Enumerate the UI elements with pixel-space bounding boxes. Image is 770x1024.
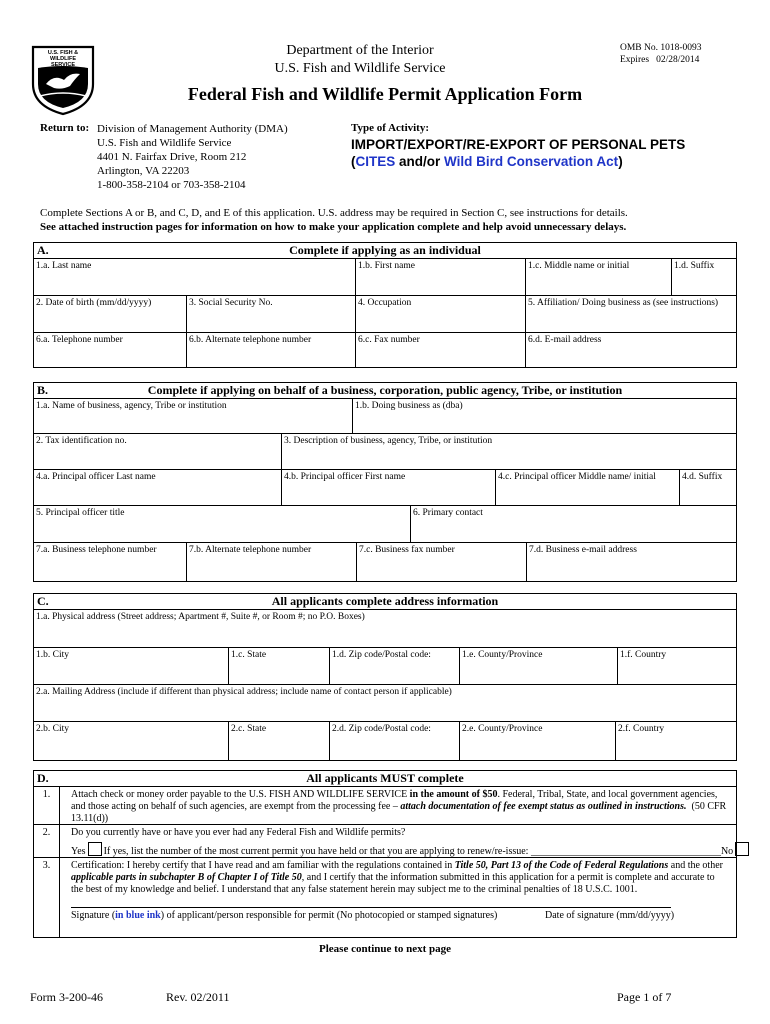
field-label: 1.b. Doing business as (dba) [355,401,463,411]
first-name-field[interactable] [355,259,525,295]
field-label: 6.b. Alternate telephone number [189,335,312,345]
occupation-field[interactable] [355,296,525,332]
field-label: 1.b. City [36,650,69,660]
item-number: 1. [34,787,60,824]
section-d-item-fee [34,787,736,825]
field-label: 4.d. Suffix [682,472,723,482]
field-label: 6.d. E-mail address [528,335,602,345]
field-label: 6.c. Fax number [358,335,420,345]
section-b-letter: B. [37,383,49,397]
section-b-row [34,399,736,434]
field-label: 2.e. County/Province [462,724,543,734]
item-number: 2. [34,825,60,857]
section-c-header [34,594,736,610]
section-c-letter: C. [37,594,49,608]
fee-amount: in the amount of $50 [409,789,498,800]
mailing-country-field[interactable] [615,722,736,760]
field-label: 1.e. County/Province [462,650,543,660]
middle-name-field[interactable] [525,259,671,295]
cites-link[interactable]: CITES [355,154,396,169]
suffix-field[interactable] [671,259,736,295]
yes-label: Yes [71,846,86,857]
section-c-row [34,722,736,760]
text: (50 CFR 13.11(d)) [71,801,729,824]
mailing-zip-field[interactable] [329,722,459,760]
certification-text [71,860,728,896]
fax-field[interactable] [355,333,525,367]
section-c-row [34,610,736,648]
field-label: 6. Primary contact [413,508,483,518]
field-label: 5. Principal officer title [36,508,125,518]
address-line: Arlington, VA 22203 [97,165,190,177]
text: and the other [668,860,723,871]
section-b-row [34,434,736,470]
section-a-row [34,259,736,296]
field-label: 1.d. Zip code/Postal code: [332,650,431,660]
page-number: Page 1 of 7 [617,990,672,1004]
text: . Federal, Tribal, State, and local government agencies, and those acting on behalf of such agencies, are exempt from the processing fee – [71,789,718,812]
field-label: 7.c. Business fax number [359,545,455,555]
usfws-seal-logo [30,44,96,116]
country-field[interactable] [617,648,736,684]
section-c-row [34,685,736,722]
last-name-field[interactable] [34,259,355,295]
no-label: No [720,846,734,857]
date-of-birth-field[interactable] [34,296,186,332]
section-b [33,382,737,582]
text: Certification: I hereby certify that I have read and am familiar with the regulations contained in [71,860,455,871]
paren: ) [618,154,623,169]
address-line: 1-800-358-2104 or 703-358-2104 [97,179,246,191]
field-label: 4.c. Principal officer Middle name/ initial [498,472,656,482]
yes-checkbox[interactable] [88,842,102,856]
field-label: 7.d. Business e-mail address [529,545,637,555]
field-label: 2.d. Zip code/Postal code: [332,724,431,734]
return-to-label: Return to: [40,122,90,134]
activity-line: IMPORT/EXPORT/RE-EXPORT OF PERSONAL PETS [351,137,686,152]
omb-info [620,42,702,66]
zip-code-field[interactable] [329,648,459,684]
field-label: 1.f. Country [620,650,667,660]
section-a [33,242,737,368]
field-label: 1.a. Name of business, agency, Tribe or institution [36,401,227,411]
section-d-header [34,771,736,787]
ssn-field[interactable] [186,296,355,332]
officer-suffix-field[interactable] [679,470,736,505]
field-label: 2. Date of birth (mm/dd/yyyy) [36,298,152,308]
field-label: 4. Occupation [358,298,412,308]
field-label: 2.c. State [231,724,267,734]
question-text: Do you currently have or have you ever had any Federal Fish and Wildlife permits? [71,827,406,838]
agency-header [200,42,520,78]
business-description-field[interactable] [281,434,736,469]
return-address [97,122,288,192]
section-a-row [34,333,736,367]
text: Signature ( [71,910,116,921]
business-email-field[interactable] [526,543,736,581]
field-label: 4.b. Principal officer First name [284,472,406,482]
activity-type [351,136,685,170]
section-b-title: Complete if applying on behalf of a business, corporation, public agency, Tribe, or institution [147,383,623,397]
section-c-title: All applicants complete address information [271,594,499,608]
field-label: 3. Social Security No. [189,298,273,308]
section-d-letter: D. [37,771,49,785]
email-field[interactable] [525,333,736,367]
county-field[interactable] [459,648,617,684]
field-label: 7.a. Business telephone number [36,545,157,555]
section-a-letter: A. [37,243,49,257]
section-a-row [34,296,736,333]
permit-number-input[interactable]: ______________________________________ [530,846,721,857]
telephone-field[interactable] [34,333,186,367]
omb-number: OMB No. 1018-0093 [620,43,702,53]
mailing-state-field[interactable] [228,722,329,760]
field-label: 4.a. Principal officer Last name [36,472,156,482]
business-alt-telephone-field[interactable] [186,543,356,581]
section-a-title: Complete if applying as an individual [289,243,481,257]
revision-date: Rev. 02/2011 [166,990,230,1004]
seal-text: U.S. FISH & WILDLIFE SERVICE [47,50,79,68]
mailing-city-field[interactable] [34,722,228,760]
department-name: Department of the Interior [286,43,434,58]
permit-answer [71,842,734,858]
section-d-item-certification [34,858,736,937]
field-label: 1.d. Suffix [674,261,715,271]
cfr-reference: Title 50, Part 13 of the Code of Federal Regulations [454,860,669,871]
field-label: 2.a. Mailing Address (include if different than physical address; include name of contact person if applicable) [36,687,452,697]
no-checkbox[interactable] [735,842,749,856]
section-d-title: All applicants MUST complete [306,771,464,785]
city-field[interactable] [34,648,228,684]
signature-date-label: Date of signature (mm/dd/yyyy) [545,910,675,921]
state-field[interactable] [228,648,329,684]
continue-note: Please continue to next page [319,943,451,955]
form-title: Federal Fish and Wildlife Permit Application Form [187,84,583,104]
section-d [33,770,737,938]
field-label: 2.b. City [36,724,69,734]
signature-line[interactable] [71,907,671,908]
fee-exempt-note: attach documentation of fee exempt status as outlined in instructions. [400,801,687,812]
dba-field[interactable] [352,399,736,433]
field-label: 2. Tax identification no. [36,436,127,446]
section-d-item-permits [34,825,736,858]
text: If yes, list the number of the most current permit you have held or that you are applying to renew/re-issue: [103,846,531,857]
wbca-link[interactable]: Wild Bird Conservation Act [444,154,619,169]
section-b-row [34,470,736,506]
general-instructions [40,206,740,234]
section-b-row [34,506,736,543]
physical-address-field[interactable] [34,610,736,647]
activity-type-label: Type of Activity: [351,122,430,134]
field-label: 1.c. Middle name or initial [528,261,630,271]
mailing-county-field[interactable] [459,722,615,760]
prior-permits-question [71,827,734,858]
text: , and I certify that the information submitted in this application for a permit is complete and accurate to the best of my knowledge and belief. I understand that any false statement herein may subject me to the criminal penalties of 18 U.S.C. 1001. [71,872,715,895]
form-number: Form 3-200-46 [30,990,103,1004]
business-name-field[interactable] [34,399,352,433]
field-label: 1.a. Physical address (Street address; Apartment #, Suite #, or Room #; no P.O. Boxes) [36,612,365,622]
field-label: 7.b. Alternate telephone number [189,545,312,555]
business-telephone-field[interactable] [34,543,186,581]
officer-first-name-field[interactable] [281,470,495,505]
field-label: 1.b. First name [358,261,415,271]
cfr-reference: applicable parts in subchapter B of Chapter I of Title 50 [71,872,302,883]
field-label: 1.a. Last name [36,261,92,271]
field-label: 1.c. State [231,650,267,660]
fee-instruction [71,789,728,825]
activity-acts [351,153,685,170]
expiry-date: Expires 02/28/2014 [620,55,700,65]
field-label: 3. Description of business, agency, Tribe, or institution [284,436,493,446]
section-b-row [34,543,736,581]
text: Attach check or money order payable to the U.S. FISH AND WILDLIFE SERVICE [71,789,410,800]
item-number: 3. [34,858,60,937]
field-label: 6.a. Telephone number [36,335,123,345]
address-line: U.S. Fish and Wildlife Service [97,137,232,149]
section-c-row [34,648,736,685]
affiliation-field[interactable] [525,296,736,332]
field-label: 2.f. Country [618,724,665,734]
officer-middle-name-field[interactable] [495,470,679,505]
officer-title-field[interactable] [34,506,410,542]
business-fax-field[interactable] [356,543,526,581]
section-b-header [34,383,736,399]
section-c [33,593,737,761]
paren: ( [351,154,356,169]
and-or: and/or [395,154,445,169]
tax-id-field[interactable] [34,434,281,469]
instructions-line: Complete Sections A or B, and C, D, and E of this application. U.S. address may be required in Section C, see instructions for details. [40,207,628,219]
service-name: U.S. Fish and Wildlife Service [274,61,446,76]
officer-last-name-field[interactable] [34,470,281,505]
blue-ink-note: in blue ink [115,910,161,921]
text: ) of applicant/person responsible for permit (No photocopied or stamped signatures) [160,910,498,921]
alt-telephone-field[interactable] [186,333,355,367]
primary-contact-field[interactable] [410,506,736,542]
mailing-address-field[interactable] [34,685,736,721]
field-label: 5. Affiliation/ Doing business as (see instructions) [528,298,719,308]
instructions-line-bold: See attached instruction pages for information on how to make your application complete and help avoid unnecessary delays. [40,221,627,233]
section-a-header [34,243,736,259]
address-line: Division of Management Authority (DMA) [97,123,288,135]
signature-label [71,910,497,921]
address-line: 4401 N. Fairfax Drive, Room 212 [97,151,247,163]
